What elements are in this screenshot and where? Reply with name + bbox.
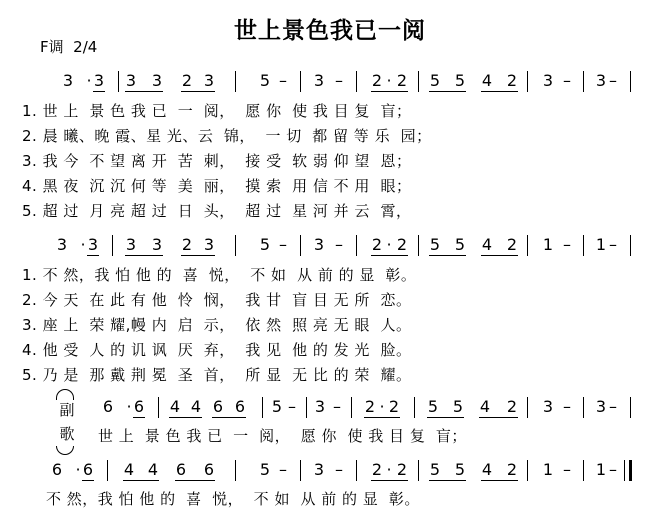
barline [630,71,631,92]
lyric-line: 2. 今 天 在 此 有 他 怜 悯， 我 甘 盲 目 无 所 恋。 [22,291,412,309]
lyric-line: 1. 世 上 景 色 我 已 一 阅， 愿 你 使 我 目 复 盲； [22,102,412,120]
dash-mark: – [563,397,571,416]
note: 6 [51,460,63,479]
beam-underline [169,417,202,418]
dash-mark: – [563,235,571,254]
dash-mark: – [279,460,287,479]
note: 3 [62,71,74,90]
note: 2 [396,235,408,254]
note: 2 [364,397,376,416]
beam-underline [212,417,246,418]
notation-line-1 [0,70,660,98]
barline [300,235,301,256]
note: 1 [595,460,607,479]
barline [235,71,236,92]
dot-mark: · [386,235,392,254]
note: 3 [314,397,326,416]
beam-underline [429,91,466,92]
beam-underline [82,480,94,481]
beam-underline [133,417,145,418]
barline [235,460,236,481]
dash-mark: – [563,460,571,479]
note: 3 [203,71,215,90]
barline [300,460,301,481]
note: 3 [125,71,137,90]
beam-underline [175,480,215,481]
dot-mark: · [86,71,92,90]
dot-mark: · [386,71,392,90]
note: 3 [87,235,99,254]
beam-underline [481,480,518,481]
lyric-line: 3. 座 上 荣 耀,幔 内 启 示， 依 然 照 亮 无 眼 人。 [22,316,412,334]
lyric-line: 5. 乃 是 那 戴 荆 冕 圣 首， 所 显 无 比 的 荣 耀。 [22,366,412,384]
note: 3 [542,397,554,416]
barline [356,71,357,92]
note: 4 [481,71,493,90]
note: 3 [542,71,554,90]
beam-underline [181,91,215,92]
note: 6 [102,397,114,416]
note: 5 [427,397,439,416]
lyric-line: 世 上 景 色 我 已 一 阅， 愿 你 使 我 目 复 盲； [98,427,467,445]
barline [235,235,236,256]
note: 4 [479,397,491,416]
beam-underline [429,480,466,481]
lyric-line: 5. 超 过 月 亮 超 过 日 头， 超 过 星 河 并 云 霄， [22,202,412,220]
beam-underline [429,255,466,256]
note: 3 [93,71,105,90]
notation-line-4 [0,459,660,487]
beam-underline [479,417,518,418]
note: 5 [454,71,466,90]
note: 6 [82,460,94,479]
note: 2 [506,71,518,90]
beam-underline [481,91,518,92]
note: 2 [506,235,518,254]
barline [583,235,584,256]
note: 2 [506,460,518,479]
beam-underline [123,480,159,481]
beam-underline [427,417,464,418]
dash-mark: – [335,71,343,90]
barline [527,397,528,418]
dash-mark: – [333,397,341,416]
barline [306,397,307,418]
dot-mark: · [126,397,132,416]
lyric-line: 3. 我 今 不 望 离 开 苦 刺， 接 受 软 弱 仰 望 恩； [22,152,412,170]
note: 1 [595,235,607,254]
lyric-line: 4. 黑 夜 沉 沉 何 等 美 丽， 摸 索 用 信 不 用 眼； [22,177,412,195]
note: 5 [429,235,441,254]
barline [527,71,528,92]
note: 5 [429,460,441,479]
beam-underline [364,417,400,418]
note: 5 [454,460,466,479]
note: 6 [175,460,187,479]
barline [300,71,301,92]
barline [107,460,108,481]
notation-line-3 [0,396,660,424]
lyric-line: 2. 晨 曦、晚 霞、星 光、云 锦， 一 切 都 留 等 乐 园； [22,127,432,145]
barline [418,460,419,481]
note: 4 [481,235,493,254]
beam-underline [371,480,408,481]
note: 3 [125,235,137,254]
barline [356,235,357,256]
chorus-bracket-bottom [56,446,74,455]
note: 3 [313,235,325,254]
dash-mark: – [609,397,617,416]
note: 4 [147,460,159,479]
barline [527,235,528,256]
key-signature: F调 2/4 [40,38,98,56]
note: 2 [371,460,383,479]
chorus-label-char: 歌 [59,425,75,443]
note: 2 [371,235,383,254]
note: 3 [595,397,607,416]
note: 4 [123,460,135,479]
note: 5 [259,460,271,479]
note: 2 [506,397,518,416]
lyric-line: 4. 他 受 人 的 讥 讽 厌 弃， 我 见 他 的 发 光 脸。 [22,341,412,359]
note: 2 [396,71,408,90]
lyric-line: 1. 不 然，我 怕 他 的 喜 悦， 不 如 从 前 的 显 彰。 [22,266,417,284]
barline [583,460,584,481]
beam-underline [125,255,163,256]
beam-underline [481,255,518,256]
note: 5 [454,235,466,254]
note: 5 [452,397,464,416]
note: 6 [212,397,224,416]
note: 6 [133,397,145,416]
beam-underline [371,91,408,92]
dash-mark: – [279,71,287,90]
note: 2 [388,397,400,416]
chorus-label-char: 副 [59,401,75,419]
barline [624,460,625,481]
lyric-line: 不 然，我 怕 他 的 喜 悦， 不 如 从 前 的 显 彰。 [46,490,420,508]
beam-underline [93,91,105,92]
note: 3 [56,235,68,254]
barline [583,397,584,418]
dash-mark: – [279,235,287,254]
note: 4 [481,460,493,479]
note: 3 [313,460,325,479]
note: 2 [396,460,408,479]
note: 3 [313,71,325,90]
note: 3 [151,235,163,254]
note: 3 [595,71,607,90]
note: 6 [203,460,215,479]
barline [118,71,119,92]
dash-mark: – [609,235,617,254]
note: 1 [542,460,554,479]
dash-mark: – [335,235,343,254]
barline [262,397,263,418]
note: 4 [190,397,202,416]
beam-underline [125,91,163,92]
dash-mark: – [335,460,343,479]
barline [356,460,357,481]
note: 3 [203,235,215,254]
beam-underline [87,255,99,256]
note: 4 [169,397,181,416]
dot-mark: · [80,235,86,254]
song-title: 世上景色我已一阅 [234,18,426,44]
barline [112,235,113,256]
dot-mark: · [379,397,385,416]
note: 5 [259,71,271,90]
dash-mark: – [288,397,296,416]
note: 2 [371,71,383,90]
note: 5 [259,235,271,254]
barline [414,397,415,418]
note: 3 [151,71,163,90]
note: 5 [429,71,441,90]
note: 2 [181,235,193,254]
dash-mark: – [563,71,571,90]
dash-mark: – [609,71,617,90]
barline [583,71,584,92]
barline [527,460,528,481]
barline [418,235,419,256]
dot-mark: · [75,460,81,479]
barline [418,71,419,92]
note: 1 [542,235,554,254]
beam-underline [181,255,215,256]
note: 6 [234,397,246,416]
beam-underline [371,255,408,256]
barline [630,235,631,256]
notation-line-2 [0,234,660,262]
barline [351,397,352,418]
final-barline [629,460,632,481]
note: 2 [181,71,193,90]
barline [630,397,631,418]
barline [158,397,159,418]
dash-mark: – [609,460,617,479]
note: 5 [271,397,283,416]
dot-mark: · [386,460,392,479]
